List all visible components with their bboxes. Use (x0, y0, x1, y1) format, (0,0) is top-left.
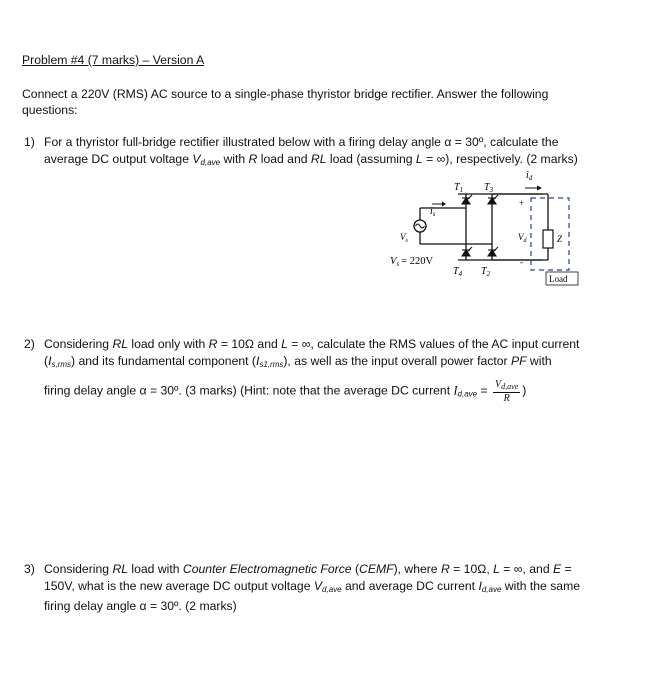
q2-pf-symbol: PF (510, 354, 527, 368)
q3-text-a: Considering (44, 562, 113, 576)
q3-text-d: ), where (393, 562, 441, 576)
label-vs-220v: Vs = 220V (390, 256, 434, 268)
q2-text-a: Considering (44, 337, 113, 351)
q2-is-symbol: I (48, 354, 52, 368)
label-vs: $V_s$ (400, 232, 408, 244)
q2-equals: = (477, 383, 492, 398)
label-z: Z (557, 234, 563, 244)
label-plus: + (519, 198, 525, 208)
thyristor-t2-icon (488, 247, 498, 256)
thyristor-t4-icon (462, 247, 472, 256)
q1-r-symbol: R (248, 152, 258, 166)
label-load: Load (549, 274, 568, 284)
label-is: $i_s$ (430, 206, 436, 218)
q2-is1-symbol: I (255, 354, 260, 368)
question-3-number: 3) (24, 562, 35, 576)
label-t3: $T_3$ (484, 182, 494, 194)
q2-line-3 (44, 379, 584, 404)
question-3 (24, 561, 584, 615)
q2-text-b: load only with (128, 337, 209, 351)
q1-v-subscript: d,ave (200, 158, 221, 167)
q3-rl-symbol: RL (112, 562, 129, 576)
q2-id-symbol: I (453, 383, 458, 398)
q1-text-e: = ∞), respectively. (2 marks) (422, 152, 578, 166)
q1-text-d: load (assuming (326, 152, 416, 166)
ac-source-icon (414, 220, 426, 232)
question-2-number: 2) (24, 337, 35, 351)
q2-text-g: with (526, 354, 552, 368)
q3-v-subscript: d,ave (322, 585, 342, 594)
q3-text-i: and average DC current (341, 579, 479, 593)
q3-text-h: 150V, what is the new average DC output voltage (44, 579, 314, 593)
question-2 (24, 336, 584, 404)
q2-text-i: ) (522, 383, 527, 398)
label-t1: $T_1$ (454, 182, 464, 194)
thyristor-t3-icon (488, 195, 498, 204)
q2-text-h: firing delay angle α = 30º. (3 marks) (Hint: note that the average DC current (44, 383, 454, 398)
label-t2: $T_2$ (481, 266, 491, 278)
thyristor-bridge-circuit (380, 168, 590, 288)
q3-text-e: = 10Ω, (449, 562, 494, 576)
label-minus: - (520, 257, 523, 267)
q1-text-c: load and (257, 152, 311, 166)
q3-e-symbol: E (553, 562, 562, 576)
q3-cemf-term: Counter Electromagnetic Force (182, 562, 352, 576)
q2-is-subscript: s,rms (51, 360, 72, 369)
q1-v-symbol: V (192, 152, 201, 166)
q1-text-a: For a thyristor full-bridge rectifier illustrated below with a firing delay angle α = 30º, calculate the average DC output voltage (44, 135, 559, 166)
q2-l-symbol: L (281, 337, 288, 351)
q3-text-g: = (561, 562, 572, 576)
q3-text-c: ( (351, 562, 360, 576)
q2-r-symbol: R (208, 337, 218, 351)
thyristor-t1-icon (462, 195, 472, 204)
q3-text-b: load with (128, 562, 183, 576)
q3-v-symbol: V (313, 579, 323, 593)
question-1-number: 1) (24, 135, 35, 149)
label-vd: $V_d$ (518, 232, 527, 244)
q2-fraction: $\frac{V_{d,ave}}{R}$ (495, 379, 519, 404)
q2-id-subscript: d,ave (457, 389, 478, 399)
q3-cemf-abbr: CEMF (359, 562, 394, 576)
q1-text-b: with (220, 152, 249, 166)
label-t4: $T_4$ (453, 266, 463, 278)
q1-rl-symbol: RL (310, 152, 327, 166)
problem-intro: Connect a 220V (RMS) AC source to a single-phase thyristor bridge rectifier. Answer the following questions: (22, 87, 549, 117)
q1-l-symbol: L (415, 152, 423, 166)
question-1 (24, 134, 584, 171)
q2-is1-subscript: s1,rms (259, 360, 284, 369)
q3-i-subscript: d,ave (481, 585, 502, 594)
q2-text-f: ), as well as the input overall power factor (283, 354, 511, 368)
q3-i-symbol: I (478, 579, 482, 593)
q2-rl-symbol: RL (112, 337, 129, 351)
label-id: $i_d$ (526, 170, 533, 182)
q2-text-e: ) and its fundamental component ( (71, 354, 256, 368)
q2-text-d: = ∞, calculate the RMS values of the AC input current ( (44, 337, 580, 368)
q3-text-f: = ∞, and (499, 562, 553, 576)
q2-text-c: = 10Ω and (217, 337, 282, 351)
q3-l-symbol: L (493, 562, 500, 576)
q3-text-j: with the same firing delay angle α = 30º. (2 marks) (44, 579, 580, 613)
problem-heading: Problem #4 (7 marks) – Version A (22, 53, 205, 67)
q3-r-symbol: R (440, 562, 450, 576)
load-impedance-box (543, 230, 553, 248)
